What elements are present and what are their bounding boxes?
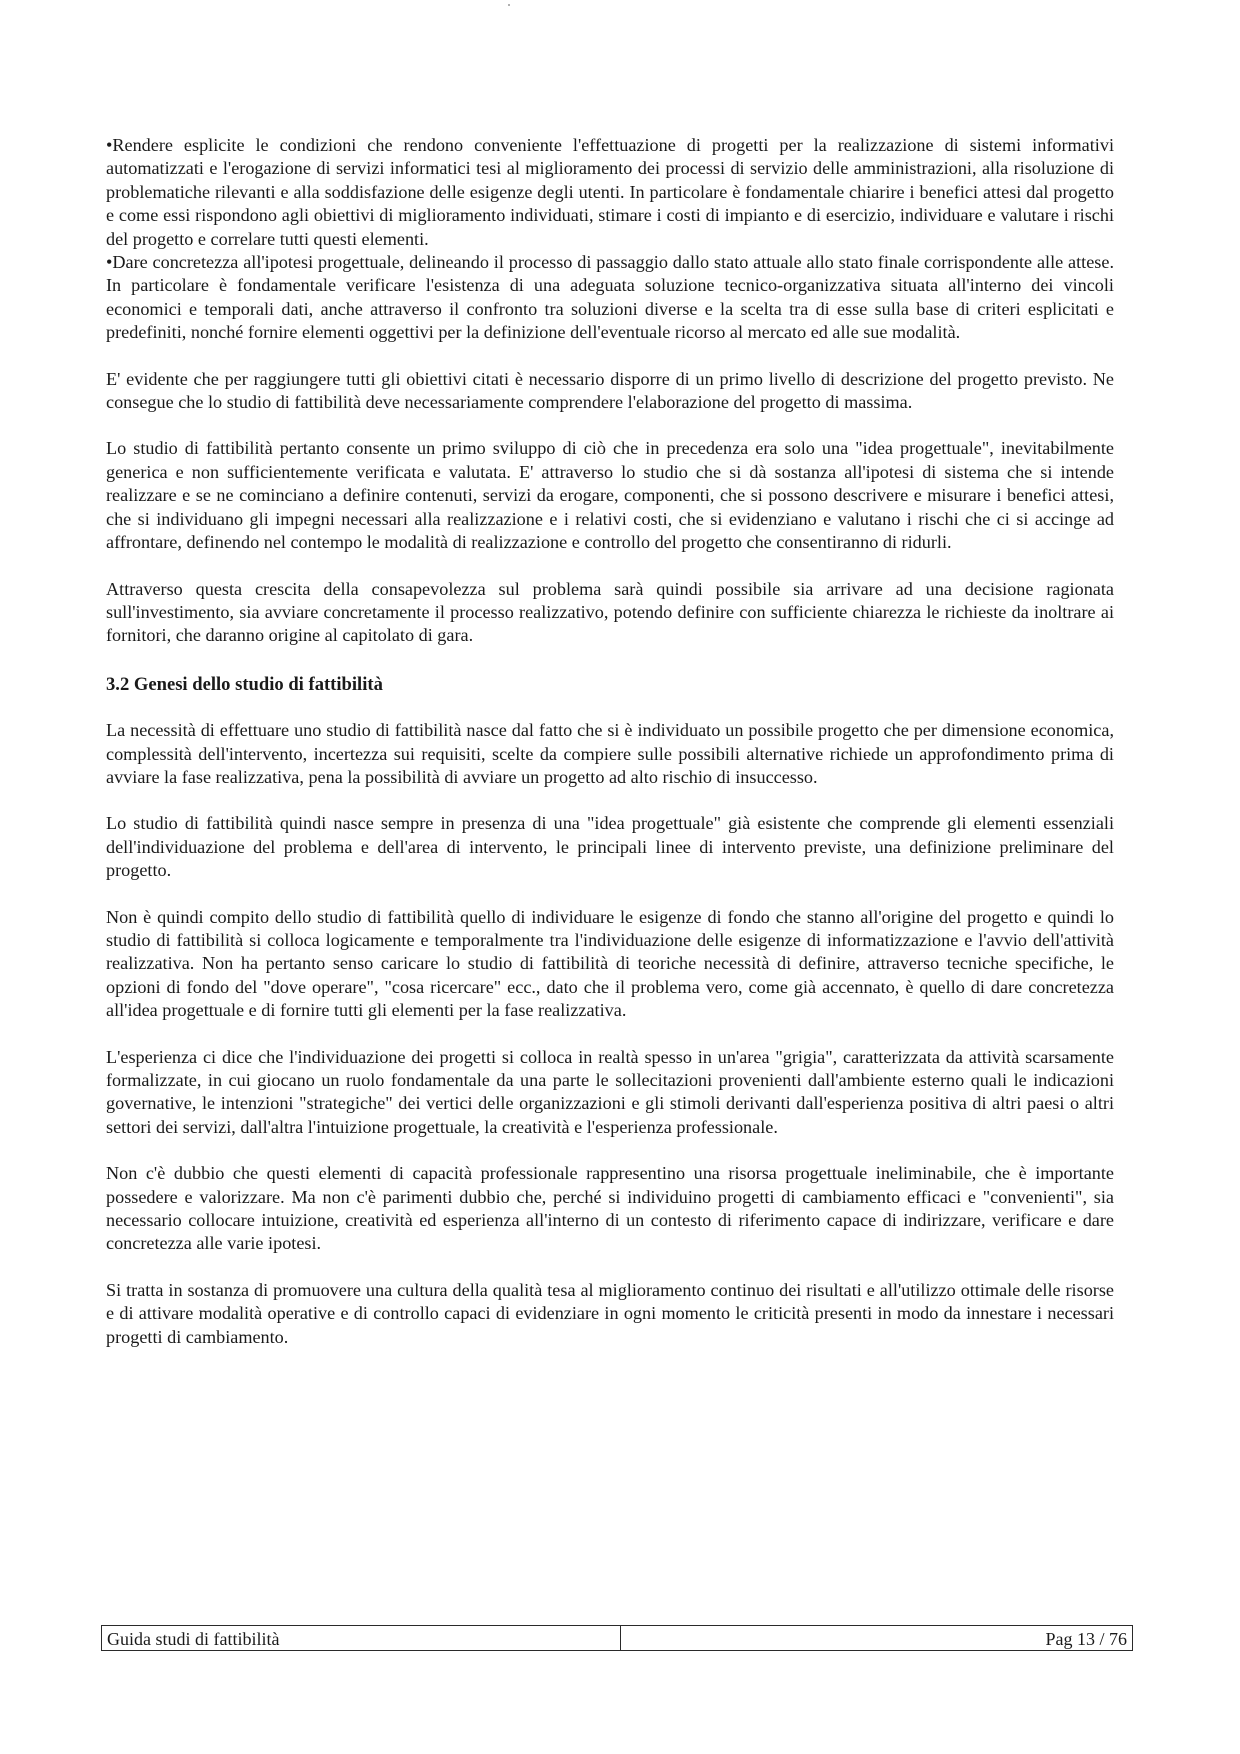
footer-document-title: Guida studi di fattibilità xyxy=(102,1626,621,1650)
body-paragraph: Non è quindi compito dello studio di fattibilità quello di individuare le esigenze di fondo che stanno all'origine del progetto e quindi lo studio di fattibilità si colloca logicamente e temporalmente tra l'individuazione delle esigenze di informatizzazione e l'avvio dell'attività realizzativa. Non ha pertanto senso caricare lo studio di fattibilità di teoriche necessità di definire, attraverso tecniche specifiche, le opzioni di fondo del "dove operare", "cosa ricercare" ecc., dato che il problema vero, come già accennato, è quello di dare concretezza all'idea progettuale e di fornire tutti gli elementi per la fase realizzativa. xyxy=(106,906,1114,1021)
bullet-paragraph: •Dare concretezza all'ipotesi progettuale, delineando il processo di passaggio dallo stato attuale allo stato finale corrispondente alle attese. In particolare è fondamentale verificare l'esistenza di una adeguata soluzione tecnico-organizzativa situata all'interno dei vincoli economici e temporali dati, anche attraverso il confronto tra soluzioni diverse e la scelta tra di esse sulla base di criteri esplicitati e predefiniti, nonché fornire elementi oggettivi per la definizione dell'eventuale ricorso al mercato ed alle sue modalità. xyxy=(106,252,1114,343)
document-body xyxy=(106,134,1114,1349)
section-heading: 3.2 Genesi dello studio di fattibilità xyxy=(106,673,383,695)
bullet-paragraph: •Rendere esplicite le condizioni che rendono conveniente l'effettuazione di progetti per la realizzazione di sistemi informativi automatizzati e l'erogazione di servizi informatici tesi al miglioramento dei processi di servizio delle amministrazioni, alla risoluzione di problematiche rilevanti e alla soddisfazione delle esigenze degli utenti. In particolare è fondamentale chiarire i benefici attesi dal progetto e come essi rispondono agli obiettivi di miglioramento individuati, stimare i costi di impianto e di esercizio, individuare e valutare i rischi del progetto e correlare tutti questi elementi. xyxy=(106,135,1114,249)
scan-speck xyxy=(508,4,510,6)
body-paragraph: Attraverso questa crescita della consapevolezza sul problema sarà quindi possibile sia arrivare ad una decisione ragionata sull'investimento, sia avviare concretamente il processo realizzativo, potendo definire con sufficiente chiarezza le richieste da inoltrare ai fornitori, che daranno origine al capitolato di gara. xyxy=(106,578,1114,646)
footer-page-number: Pag 13 / 76 xyxy=(1045,1629,1127,1649)
body-paragraph: L'esperienza ci dice che l'individuazione dei progetti si colloca in realtà spesso in un'area "grigia", caratterizzata da attività scarsamente formalizzate, in cui giocano un ruolo fondamentale da una parte le sollecitazioni provenienti dall'ambiente esterno quali le indicazioni governative, le intenzioni "strategiche" dei vertici delle organizzazioni e gli stimoli derivanti dall'esperienza positiva di altri paesi o altri settori dei servizi, dall'altra l'intuizione progettuale, la creatività e l'esperienza professionale. xyxy=(106,1046,1114,1137)
body-paragraph: Lo studio di fattibilità pertanto consente un primo sviluppo di ciò che in precedenza era solo una "idea progettuale", inevitabilmente generica e non sufficientemente verificata e valutata. E' attraverso lo studio che si dà sostanza all'ipotesi di sistema che si intende realizzare e se ne cominciano a definire contenuti, servizi da erogare, componenti, che si possono descrivere e misurare i benefici attesi, che si individuano gli impegni necessari alla realizzazione e i relativi costi, che si evidenziano e valutano i rischi che ci si accinge ad affrontare, definendo nel contempo le modalità di realizzazione e controllo del progetto che consentiranno di ridurli. xyxy=(106,438,1114,553)
body-paragraph: Non c'è dubbio che questi elementi di capacità professionale rappresentino una risorsa progettuale ineliminabile, che è importante possedere e valorizzare. Ma non c'è parimenti dubbio che, perché si individuino progetti di cambiamento efficaci e "convenienti", sia necessario collocare intuizione, creatività ed esperienza all'interno di un contesto di riferimento capace di indirizzare, verificare e dare concretezza alle varie ipotesi. xyxy=(106,1163,1114,1254)
page-footer xyxy=(101,1625,1133,1651)
body-paragraph: E' evidente che per raggiungere tutti gli obiettivi citati è necessario disporre di un primo livello di descrizione del progetto previsto. Ne consegue che lo studio di fattibilità deve necessariamente comprendere l'elaborazione del progetto di massima. xyxy=(106,368,1114,413)
body-paragraph: La necessità di effettuare uno studio di fattibilità nasce dal fatto che si è individuato un possibile progetto che per dimensione economica, complessità dell'intervento, incertezza sui requisiti, scelte da compiere sulle possibili alternative richiede un approfondimento prima di avviare la fase realizzativa, pena la possibilità di avviare un progetto ad alto rischio di insuccesso. xyxy=(106,720,1114,787)
body-paragraph: Si tratta in sostanza di promuovere una cultura della qualità tesa al miglioramento continuo dei risultati e all'utilizzo ottimale delle risorse e di attivare modalità operative e di controllo capaci di evidenziare in ogni momento le criticità presenti in modo da innestare i necessari progetti di cambiamento. xyxy=(106,1279,1114,1347)
body-paragraph: Lo studio di fattibilità quindi nasce sempre in presenza di una "idea progettuale" già esistente che comprende gli elementi essenziali dell'individuazione del problema e dell'area di intervento, le principali linee di intervento previste, una definizione preliminare del progetto. xyxy=(106,813,1114,881)
